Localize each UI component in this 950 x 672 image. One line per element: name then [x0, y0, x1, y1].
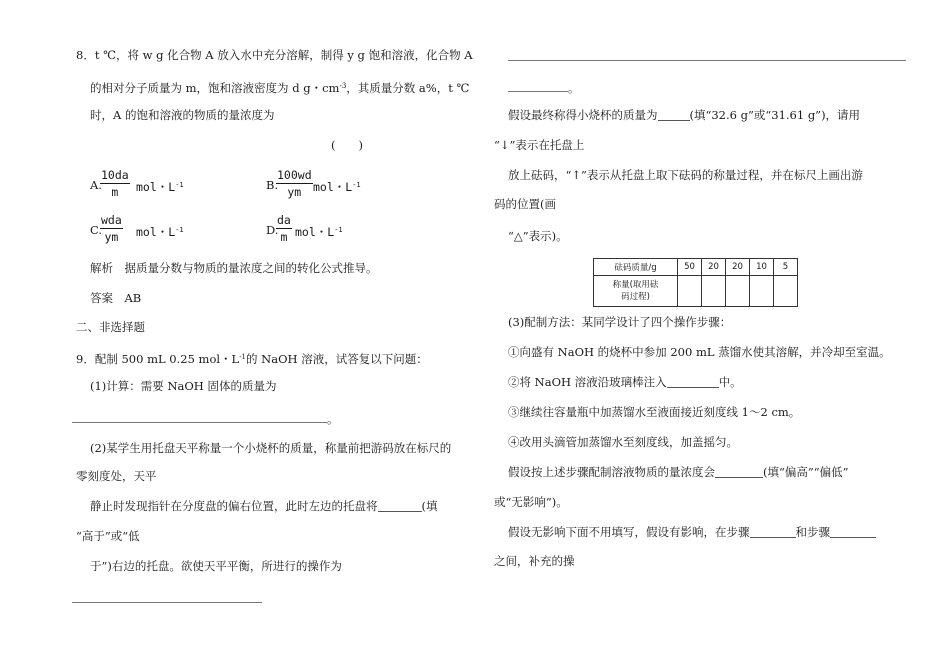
step-2: ②将 NaOH 溶液沿玻璃棒注入 中。	[508, 375, 742, 389]
q9-part-1: (1)计算：需要 NaOH 固体的质量为	[90, 379, 277, 393]
result-line-2: 或“无影响”)。	[494, 495, 568, 509]
weight-line-4: 码的位置(画	[494, 197, 556, 211]
option-c-label: C.	[90, 223, 103, 237]
fill-blank	[750, 525, 796, 538]
q8-line-3: 时，A 的饱和溶液的物质的量浓度为	[90, 108, 275, 122]
option-a-unit: mol・$L^{-1}$	[136, 180, 184, 194]
weight-cell: 50	[678, 259, 702, 276]
q8-line-1: 8．t ℃，将 w g 化合物 A 放入水中充分溶解，制得 y g 饱和溶液，化合物 A	[76, 48, 473, 62]
fill-blank	[830, 525, 876, 538]
result-line-3: 假设无影响下面不用填写，假设有影响，在步骤 和步骤	[508, 524, 876, 540]
answer-line	[72, 602, 262, 603]
empty-cell[interactable]	[678, 276, 702, 307]
q9-intro: 9．配制 500 mL 0.25 mol・$L^{-1}$的 NaOH 溶液，试答复以下问题：	[76, 352, 428, 366]
part-3-heading: (3)配制方法：某同学设计了四个操作步骤：	[508, 315, 732, 329]
weight-line-5: “△”表示)。	[508, 229, 568, 243]
answer-line	[508, 91, 568, 92]
weight-line-3: 放上砝码，“↑”表示从托盘上取下砝码的称量过程，并在标尺上画出游	[508, 168, 863, 182]
fill-blank	[658, 108, 690, 121]
option-c-unit: mol・$L^{-1}$	[136, 225, 184, 239]
table-row	[594, 276, 798, 307]
fill-blank	[715, 465, 763, 478]
fill-blank	[378, 499, 422, 512]
result-line-1: 假设按上述步骤配制溶液物质的量浓度会 (填“偏高”“偏低”	[508, 465, 849, 479]
option-b-fraction: $\frac{100wd}{ym}$	[277, 168, 312, 199]
empty-cell[interactable]	[726, 276, 750, 307]
table-header-cell: 称量(取用砝 码过程)	[594, 276, 678, 307]
step-3: ③继续往容量瓶中加蒸馏水至液面接近刻度线 1～2 cm。	[508, 405, 801, 419]
q9-part-2-line-2: 零刻度处，天平	[76, 469, 157, 483]
section-heading: 二、非选择题	[76, 320, 145, 334]
fill-blank	[667, 375, 719, 388]
option-b-unit: mol・$L^{-1}$	[313, 180, 361, 194]
weight-cell: 5	[774, 259, 798, 276]
weight-line-1: 假设最终称得小烧杯的质量为 (填“32.6 g”或“31.61 g”)，请用	[508, 108, 861, 122]
table-header-cell: 砝码质量/g	[594, 259, 678, 276]
q8-line-2: 的相对分子质量为 m，饱和溶液密度为 d g・$cm^{-3}$，其质量分数 a%，t ℃	[90, 81, 470, 95]
option-d-fraction: $\frac{da}{m}$	[277, 213, 291, 244]
step-4: ④改用头滴管加蒸馏水至刻度线，加盖摇匀。	[508, 435, 738, 449]
weight-cell: 10	[750, 259, 774, 276]
q9-part-2-line-5: 于”)右边的托盘。欲使天平平衡，所进行的操作为	[90, 559, 342, 573]
option-d-unit: mol・$L^{-1}$	[295, 225, 343, 239]
q8-analysis: 解析 据质量分数与物质的量浓度之间的转化公式推导。	[90, 261, 378, 275]
weights-table	[593, 258, 798, 307]
weight-line-2: “↓”表示在托盘上	[494, 138, 585, 152]
empty-cell[interactable]	[750, 276, 774, 307]
option-a-fraction: $\frac{10da}{m}$	[101, 168, 129, 199]
q8-answer: 答案 AB	[90, 291, 142, 305]
option-a-label: A.	[90, 178, 102, 192]
table-row	[594, 259, 798, 276]
empty-cell[interactable]	[702, 276, 726, 307]
option-b-label: B.	[266, 178, 279, 192]
weight-cell: 20	[702, 259, 726, 276]
q9-part-2-line-3: 静止时发现指针在分度盘的偏右位置，此时左边的托盘将 (填	[90, 499, 438, 513]
answer-line	[508, 60, 906, 61]
option-d-label: D.	[266, 223, 279, 237]
q9-part-2-line-4: “高于”或“低	[76, 529, 140, 543]
empty-cell[interactable]	[774, 276, 798, 307]
step-1: ①向盛有 NaOH 的烧杯中参加 200 mL 蒸馏水使其溶解，并冷却至室温。	[508, 345, 891, 359]
weight-cell: 20	[726, 259, 750, 276]
q9-part-2-line-1: (2)某学生用托盘天平称量一个小烧杯的质量，称量前把游码放在标尺的	[90, 441, 452, 455]
right-dot-end: 。	[568, 81, 580, 95]
answer-paren: ( )	[331, 138, 363, 152]
option-c-fraction: wda ym	[101, 213, 122, 244]
result-line-4: 之间，补充的操	[494, 554, 575, 568]
answer-line	[72, 422, 327, 423]
q9-part-1-end: 。	[327, 412, 339, 426]
